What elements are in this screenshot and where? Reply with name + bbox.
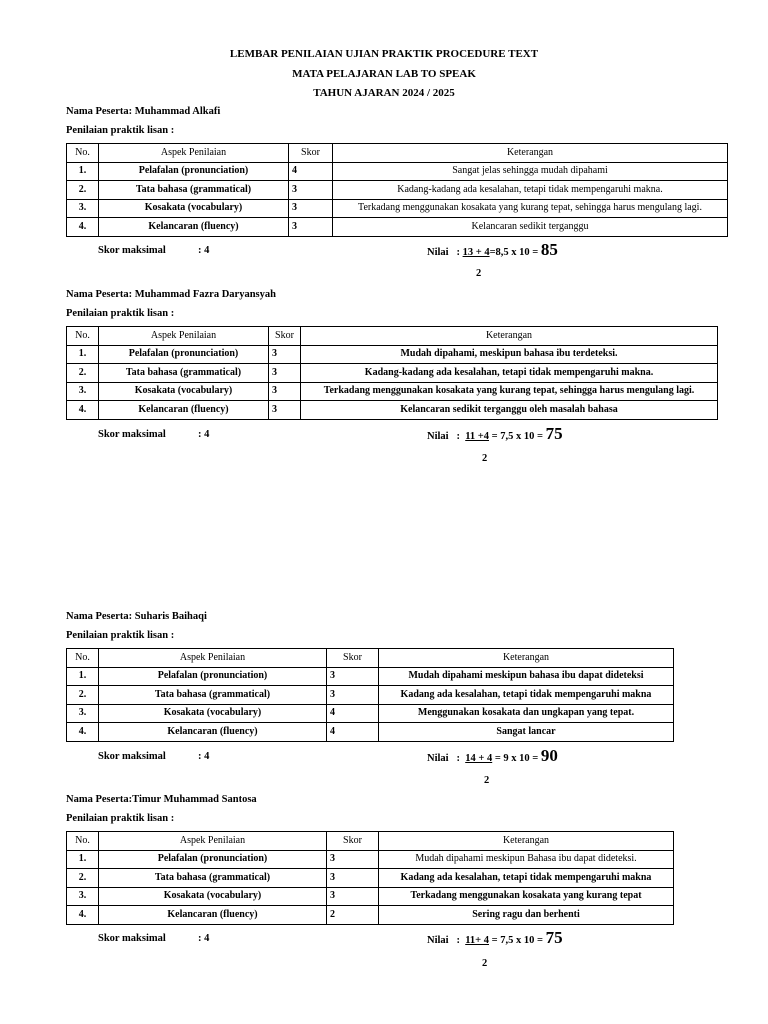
col-header-skor: Skor — [327, 649, 379, 668]
assessment-label: Penilaian praktik lisan : — [66, 308, 175, 319]
table-row — [67, 667, 674, 686]
nilai-label: Nilai — [427, 935, 449, 946]
row-no: 1. — [67, 850, 99, 869]
col-header-keterangan: Keterangan — [379, 649, 674, 668]
skor-maksimal — [98, 751, 210, 762]
nilai-colon: : — [456, 753, 460, 764]
participant-name: Nama Peserta: Muhammad Fazra Daryansyah — [66, 289, 276, 300]
skor-maksimal-value: : 4 — [198, 429, 210, 440]
skor-maksimal-value: : 4 — [198, 751, 210, 762]
nilai-label: Nilai — [427, 247, 449, 258]
grade-table — [66, 326, 718, 420]
table-row — [67, 704, 674, 723]
row-keterangan: Terkadang menggunakan kosakata yang kurang tepat — [379, 887, 674, 906]
row-skor: 4 — [327, 704, 379, 723]
col-header-keterangan: Keterangan — [301, 327, 718, 346]
row-no: 3. — [67, 887, 99, 906]
row-keterangan: Kadang ada kesalahan, tetapi tidak mempengaruhi makna — [379, 686, 674, 705]
row-skor: 3 — [289, 218, 333, 237]
row-no: 4. — [67, 401, 99, 420]
row-skor: 3 — [289, 181, 333, 200]
participant-name: Nama Peserta: Suharis Baihaqi — [66, 611, 207, 622]
col-header-aspek: Aspek Penilaian — [99, 649, 327, 668]
col-header-aspek: Aspek Penilaian — [99, 144, 289, 163]
nilai-label: Nilai — [427, 431, 449, 442]
participant-name: Nama Peserta:Timur Muhammad Santosa — [66, 794, 257, 805]
nilai-colon: : — [456, 935, 460, 946]
document-title: LEMBAR PENILAIAN UJIAN PRAKTIK PROCEDURE TEXT — [229, 48, 539, 60]
skor-maksimal — [98, 429, 210, 440]
nilai-denominator: 2 — [484, 775, 490, 786]
row-skor: 3 — [269, 364, 301, 383]
nilai-formula — [427, 928, 563, 948]
nilai-denominator: 2 — [476, 268, 482, 279]
col-header-skor: Skor — [289, 144, 333, 163]
row-keterangan: Kadang-kadang ada kesalahan, tetapi tidak mempengaruhi makna. — [333, 181, 728, 200]
assessment-label: Penilaian praktik lisan : — [66, 125, 175, 136]
row-aspek: Pelafalan (pronunciation) — [99, 345, 269, 364]
row-skor: 3 — [327, 869, 379, 888]
row-keterangan: Kadang ada kesalahan, tetapi tidak mempengaruhi makna — [379, 869, 674, 888]
skor-maksimal-label: Skor maksimal — [98, 245, 166, 256]
row-aspek: Kosakata (vocabulary) — [99, 704, 327, 723]
row-no: 1. — [67, 345, 99, 364]
row-aspek: Tata bahasa (grammatical) — [99, 869, 327, 888]
table-row — [67, 345, 718, 364]
row-aspek: Tata bahasa (grammatical) — [99, 181, 289, 200]
row-no: 4. — [67, 906, 99, 925]
table-row — [67, 364, 718, 383]
nilai-result: 75 — [545, 424, 563, 443]
row-no: 2. — [67, 181, 99, 200]
table-row — [67, 199, 728, 218]
assessment-label: Penilaian praktik lisan : — [66, 813, 175, 824]
nilai-result: 75 — [545, 928, 563, 947]
row-aspek: Tata bahasa (grammatical) — [99, 364, 269, 383]
skor-maksimal-value: : 4 — [198, 245, 210, 256]
table-row — [67, 686, 674, 705]
table-row — [67, 906, 674, 925]
table-header-row — [67, 327, 718, 346]
row-keterangan: Sering ragu dan berhenti — [379, 906, 674, 925]
grade-table — [66, 831, 674, 925]
col-header-no: No. — [67, 327, 99, 346]
row-no: 3. — [67, 199, 99, 218]
col-header-skor: Skor — [269, 327, 301, 346]
table-row — [67, 850, 674, 869]
nilai-result: 90 — [540, 746, 558, 765]
skor-maksimal — [98, 245, 210, 256]
col-header-keterangan: Keterangan — [379, 832, 674, 851]
nilai-numerator: 11+ 4 — [465, 935, 489, 946]
row-keterangan: Kelancaran sedikit terganggu oleh masalah bahasa — [301, 401, 718, 420]
document-year: TAHUN AJARAN 2024 / 2025 — [313, 87, 455, 99]
col-header-skor: Skor — [327, 832, 379, 851]
col-header-aspek: Aspek Penilaian — [99, 327, 269, 346]
row-skor: 3 — [289, 199, 333, 218]
row-aspek: Kosakata (vocabulary) — [99, 199, 289, 218]
row-skor: 3 — [269, 382, 301, 401]
nilai-calculation: =8,5 x 10 = — [489, 247, 539, 258]
row-skor: 2 — [327, 906, 379, 925]
col-header-keterangan: Keterangan — [333, 144, 728, 163]
table-row — [67, 887, 674, 906]
nilai-calculation: = 9 x 10 = — [494, 753, 539, 764]
nilai-colon: : — [456, 247, 460, 258]
skor-maksimal-label: Skor maksimal — [98, 751, 166, 762]
row-keterangan: Sangat jelas sehingga mudah dipahami — [333, 162, 728, 181]
col-header-aspek: Aspek Penilaian — [99, 832, 327, 851]
row-no: 3. — [67, 704, 99, 723]
row-keterangan: Kadang-kadang ada kesalahan, tetapi tidak mempengaruhi makna. — [301, 364, 718, 383]
grade-table — [66, 143, 728, 237]
nilai-denominator: 2 — [482, 453, 488, 464]
row-keterangan: Mudah dipahami meskipun Bahasa ibu dapat dideteksi. — [379, 850, 674, 869]
table-header-row — [67, 832, 674, 851]
row-skor: 3 — [327, 887, 379, 906]
table-row — [67, 723, 674, 742]
row-aspek: Kelancaran (fluency) — [99, 723, 327, 742]
row-no: 4. — [67, 723, 99, 742]
skor-maksimal — [98, 933, 210, 944]
nilai-calculation: = 7,5 x 10 = — [491, 935, 543, 946]
table-row — [67, 181, 728, 200]
row-keterangan: Terkadang menggunakan kosakata yang kurang tepat, sehingga harus mengulang lagi. — [333, 199, 728, 218]
row-aspek: Kelancaran (fluency) — [99, 906, 327, 925]
row-no: 4. — [67, 218, 99, 237]
row-aspek: Tata bahasa (grammatical) — [99, 686, 327, 705]
nilai-numerator: 13 + 4 — [462, 247, 490, 258]
row-no: 2. — [67, 686, 99, 705]
row-keterangan: Mudah dipahami meskipun bahasa ibu dapat dideteksi — [379, 667, 674, 686]
nilai-colon: : — [456, 431, 460, 442]
nilai-formula — [427, 424, 563, 444]
row-keterangan: Terkadang menggunakan kosakata yang kurang tepat, sehingga harus mengulang lagi. — [301, 382, 718, 401]
row-skor: 3 — [327, 686, 379, 705]
row-aspek: Kosakata (vocabulary) — [99, 887, 327, 906]
row-no: 2. — [67, 364, 99, 383]
row-aspek: Kelancaran (fluency) — [99, 218, 289, 237]
col-header-no: No. — [67, 649, 99, 668]
row-no: 1. — [67, 667, 99, 686]
skor-maksimal-label: Skor maksimal — [98, 933, 166, 944]
row-skor: 3 — [269, 401, 301, 420]
row-skor: 3 — [327, 850, 379, 869]
document-subject: MATA PELAJARAN LAB TO SPEAK — [292, 68, 476, 80]
nilai-calculation: = 7,5 x 10 = — [491, 431, 543, 442]
nilai-label: Nilai — [427, 753, 449, 764]
nilai-numerator: 11 +4 — [465, 431, 489, 442]
skor-maksimal-label: Skor maksimal — [98, 429, 166, 440]
row-aspek: Pelafalan (pronunciation) — [99, 162, 289, 181]
participant-name: Nama Peserta: Muhammad Alkafi — [66, 106, 221, 117]
skor-maksimal-value: : 4 — [198, 933, 210, 944]
table-header-row — [67, 649, 674, 668]
row-aspek: Pelafalan (pronunciation) — [99, 850, 327, 869]
table-row — [67, 218, 728, 237]
table-row — [67, 401, 718, 420]
nilai-formula — [427, 746, 558, 766]
row-skor: 3 — [269, 345, 301, 364]
grade-table — [66, 648, 674, 742]
row-skor: 3 — [327, 667, 379, 686]
table-row — [67, 382, 718, 401]
nilai-denominator: 2 — [482, 958, 488, 969]
assessment-label: Penilaian praktik lisan : — [66, 630, 175, 641]
row-keterangan: Mudah dipahami, meskipun bahasa ibu terdeteksi. — [301, 345, 718, 364]
row-no: 1. — [67, 162, 99, 181]
row-skor: 4 — [327, 723, 379, 742]
row-keterangan: Sangat lancar — [379, 723, 674, 742]
row-keterangan: Kelancaran sedikit terganggu — [333, 218, 728, 237]
row-no: 2. — [67, 869, 99, 888]
table-header-row — [67, 144, 728, 163]
nilai-numerator: 14 + 4 — [465, 753, 493, 764]
row-aspek: Kelancaran (fluency) — [99, 401, 269, 420]
table-row — [67, 162, 728, 181]
col-header-no: No. — [67, 144, 99, 163]
table-row — [67, 869, 674, 888]
nilai-result: 85 — [540, 240, 558, 259]
row-aspek: Pelafalan (pronunciation) — [99, 667, 327, 686]
row-keterangan: Menggunakan kosakata dan ungkapan yang tepat. — [379, 704, 674, 723]
row-aspek: Kosakata (vocabulary) — [99, 382, 269, 401]
row-no: 3. — [67, 382, 99, 401]
row-skor: 4 — [289, 162, 333, 181]
nilai-formula — [427, 240, 558, 260]
col-header-no: No. — [67, 832, 99, 851]
